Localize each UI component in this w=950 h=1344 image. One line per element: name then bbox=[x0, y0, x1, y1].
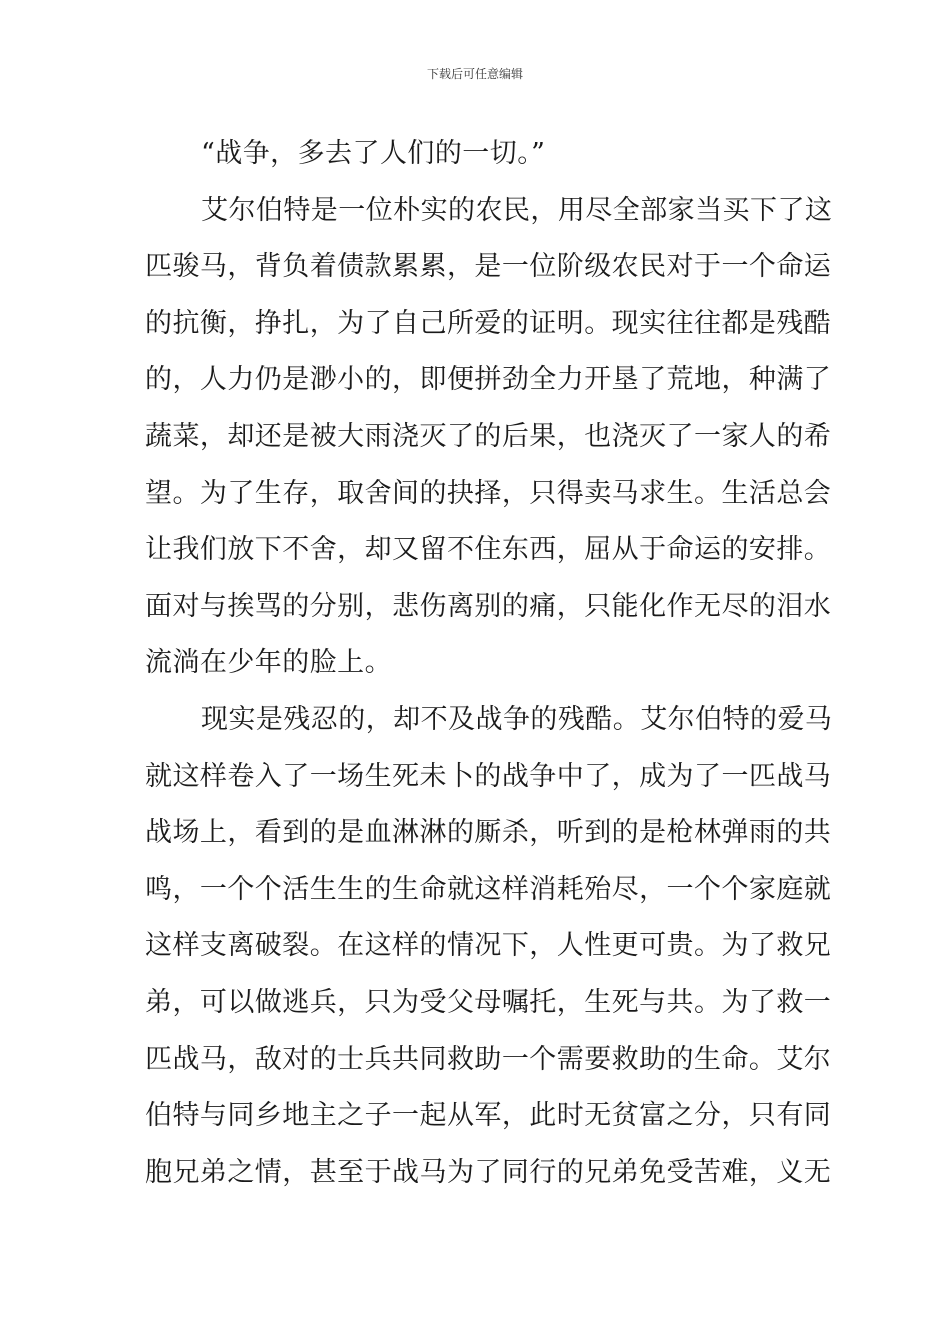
text-line: 就这样卷入了一场生死未卜的战争中了，成为了一匹战马 bbox=[145, 760, 832, 792]
text-line: 胞兄弟之情，甚至于战马为了同行的兄弟免受苦难，义无 bbox=[145, 1156, 832, 1188]
text-line: 匹战马，敌对的士兵共同救助一个需要救助的生命。艾尔 bbox=[145, 1043, 832, 1075]
text-line: 艾尔伯特是一位朴实的农民，用尽全部家当买下了这 bbox=[201, 194, 833, 226]
text-line: 现实是残忍的，却不及战争的残酷。艾尔伯特的爱马 bbox=[201, 703, 833, 735]
text-line: 这样支离破裂。在这样的情况下，人性更可贵。为了救兄 bbox=[145, 930, 832, 962]
text-line: 的，人力仍是渺小的，即便拼劲全力开垦了荒地，种满了 bbox=[145, 364, 832, 396]
text-line: 的抗衡，挣扎，为了自己所爱的证明。现实往往都是残酷 bbox=[145, 307, 832, 339]
text-line: 战场上，看到的是血淋淋的厮杀，听到的是枪林弹雨的共 bbox=[145, 817, 832, 849]
text-line: 弟，可以做逃兵，只为受父母嘱托，生死与共。为了救一 bbox=[145, 986, 832, 1018]
document-body bbox=[145, 126, 833, 1201]
text-line: 匹骏马，背负着债款累累，是一位阶级农民对于一个命运 bbox=[145, 251, 832, 283]
page-header: 下载后可任意编辑 bbox=[426, 67, 523, 81]
text-line: 面对与挨骂的分别，悲伤离别的痛，只能化作无尽的泪水 bbox=[145, 590, 832, 622]
text-line: 流淌在少年的脸上。 bbox=[145, 647, 393, 679]
text-line: 伯特与同乡地主之子一起从军，此时无贫富之分，只有同 bbox=[145, 1100, 832, 1132]
text-line: 蔬菜，却还是被大雨浇灭了的后果，也浇灭了一家人的希 bbox=[145, 420, 832, 452]
text-line: 让我们放下不舍，却又留不住东西，屈从于命运的安排。 bbox=[145, 534, 832, 566]
text-line: 望。为了生存，取舍间的抉择，只得卖马求生。生活总会 bbox=[145, 477, 832, 509]
text-line: “战争，多去了人们的一切。” bbox=[201, 138, 546, 169]
text-line: 鸣，一个个活生生的生命就这样消耗殆尽，一个个家庭就 bbox=[145, 873, 832, 905]
